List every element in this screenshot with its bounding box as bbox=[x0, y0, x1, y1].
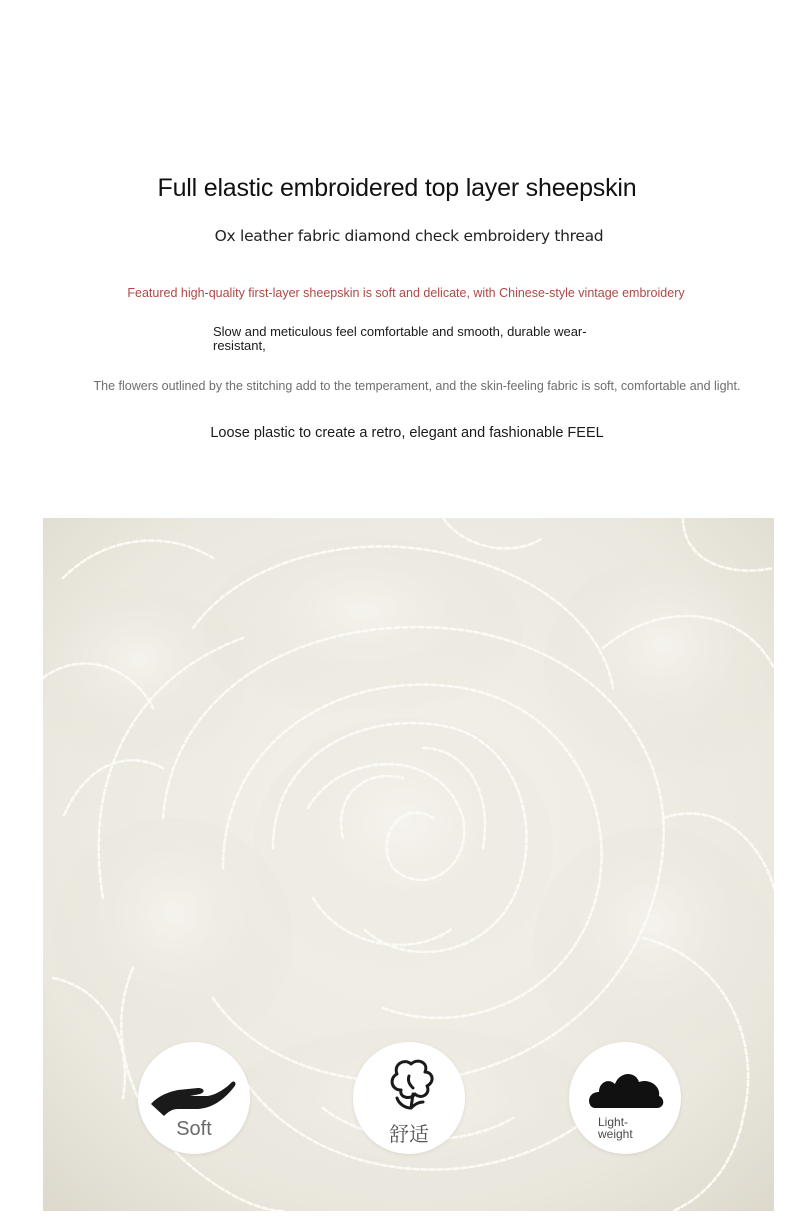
feel-text: Slow and meticulous feel comfortable and smooth, durable wear-resistant, bbox=[213, 324, 587, 353]
flowers-text: The flowers outlined by the stitching add to the temperament, and the skin-feeling fabric is soft, comfortable and light. bbox=[93, 379, 741, 393]
page-title: Full elastic embroidered top layer sheepskin bbox=[157, 174, 637, 202]
lightweight-badge bbox=[569, 1042, 681, 1154]
featured-text: Featured high-quality first-layer sheepskin is soft and delicate, with Chinese-style vintage embroidery bbox=[127, 286, 685, 300]
style-text: Loose plastic to create a retro, elegant and fashionable FEEL bbox=[210, 425, 604, 441]
soft-badge bbox=[138, 1042, 250, 1154]
soft-label: Soft bbox=[176, 1118, 212, 1140]
leather-product-image bbox=[43, 518, 774, 1211]
comfort-badge bbox=[353, 1042, 465, 1154]
comfort-label: 舒适 bbox=[389, 1122, 429, 1146]
page-subtitle: Ox leather fabric diamond check embroidery thread bbox=[214, 227, 604, 245]
lightweight-label: Light-weight bbox=[598, 1115, 633, 1141]
